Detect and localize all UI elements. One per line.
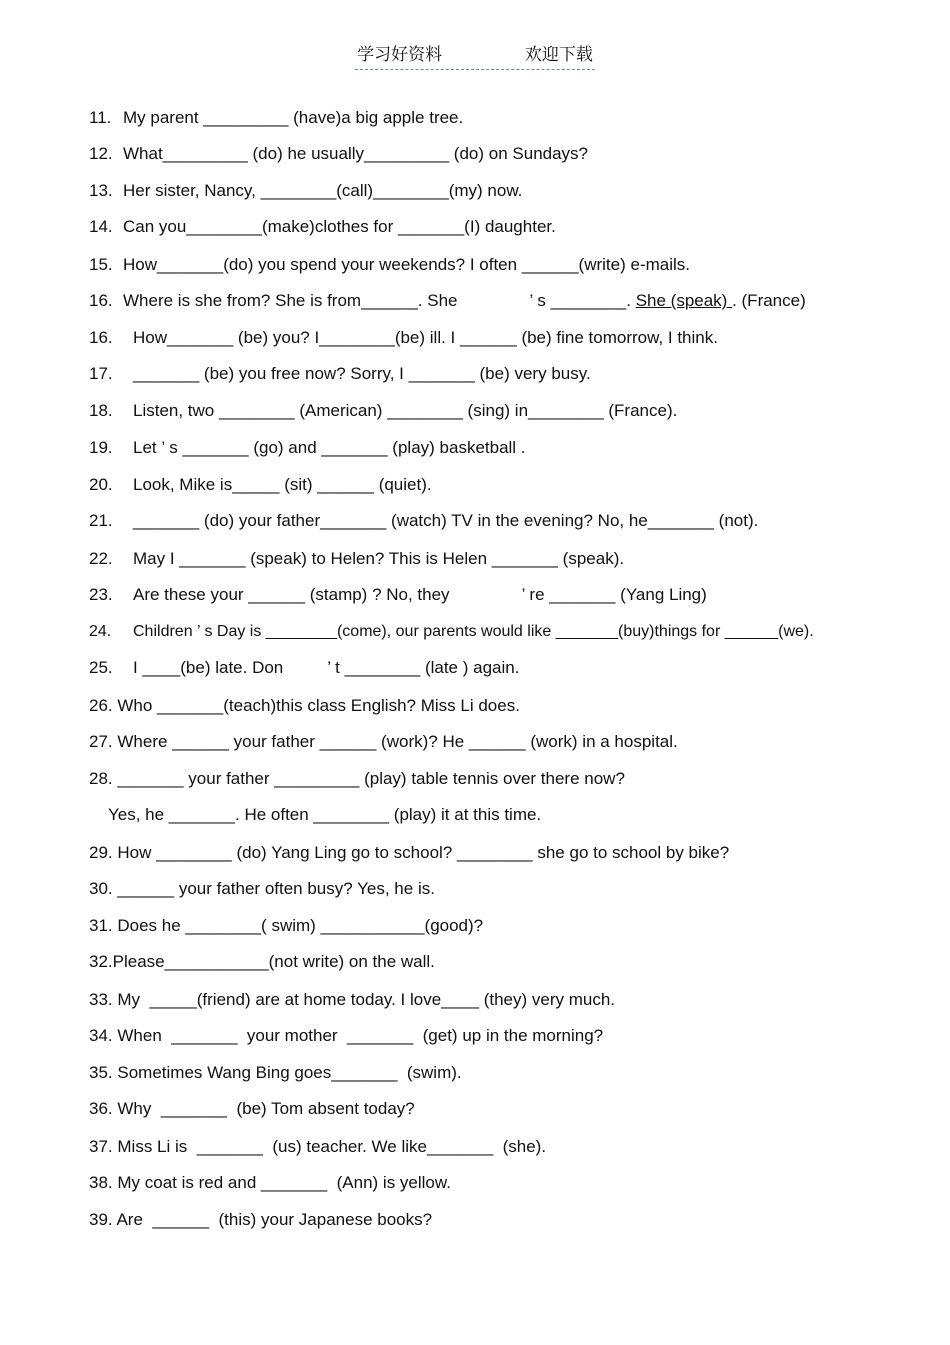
- item-number: 36.: [89, 1099, 113, 1118]
- item-text: Let ’ s _______ (go) and _______ (play) basketball .: [133, 438, 526, 457]
- item-number: 39.: [89, 1210, 113, 1229]
- item-number: 24.: [89, 623, 112, 640]
- item-text: Please___________(not write) on the wall.: [112, 952, 435, 971]
- exercise-line: [89, 108, 463, 128]
- item-text: Are ______ (this) your Japanese books?: [116, 1210, 433, 1229]
- exercise-line: [89, 696, 520, 716]
- item-text-cont: ’ s ________.: [529, 291, 631, 310]
- item-text: Where ______ your father ______ (work)? He ______ (work) in a hospital.: [117, 732, 678, 751]
- exercise-line: [89, 769, 625, 789]
- exercise-line: [89, 181, 522, 201]
- exercise-line: [89, 438, 526, 458]
- item-number: 23.: [89, 585, 113, 604]
- item-text-underlined: She (speak): [635, 291, 733, 310]
- item-text-end: . (France): [732, 291, 806, 310]
- exercise-line: [89, 475, 432, 495]
- exercise-line: [89, 1063, 462, 1083]
- exercise-line: [89, 879, 435, 899]
- exercise-line: [89, 255, 690, 275]
- header-right-text: 欢迎下载: [524, 45, 593, 65]
- exercise-line: [89, 1210, 432, 1230]
- item-number: 12.: [89, 144, 113, 163]
- exercise-line: [89, 401, 677, 421]
- exercise-line: [89, 511, 758, 531]
- item-number: 16.: [89, 328, 113, 347]
- item-text: Why _______ (be) Tom absent today?: [117, 1099, 415, 1118]
- item-text: _______ your father _________ (play) table tennis over there now?: [117, 769, 625, 788]
- item-number: 28.: [89, 769, 113, 788]
- exercise-line: [89, 843, 729, 863]
- item-text: Does he ________( swim) ___________(good)?: [117, 916, 484, 935]
- exercise-line: [89, 658, 519, 678]
- item-number: 37.: [89, 1137, 113, 1156]
- item-number: 21.: [89, 511, 113, 530]
- exercise-line: [89, 144, 588, 164]
- item-number: 27.: [89, 732, 113, 751]
- item-text: Where is she from? She is from______. She: [123, 291, 458, 310]
- exercise-line: [89, 585, 707, 605]
- exercise-line: [89, 1099, 415, 1119]
- exercise-line: [89, 1173, 451, 1193]
- exercise-line: [89, 732, 678, 752]
- exercise-line: [108, 805, 541, 825]
- item-text: What_________ (do) he usually_________ (do) on Sundays?: [123, 144, 589, 163]
- item-number: 34.: [89, 1026, 113, 1045]
- item-number: 11.: [89, 108, 112, 127]
- item-text: ______ your father often busy? Yes, he is.: [117, 879, 435, 898]
- item-number: 14.: [89, 217, 113, 236]
- item-text: Children ’ s Day is ________(come), our parents would like _______(buy): [133, 623, 655, 640]
- exercise-line: [89, 364, 591, 384]
- item-text-cont: things for ______(we).: [654, 623, 814, 640]
- item-text: My _____(friend) are at home today. I love____ (they) very much.: [117, 990, 616, 1009]
- item-text: Sometimes Wang Bing goes_______ (swim).: [117, 1063, 462, 1082]
- item-text: How ________ (do) Yang Ling go to school? ________ she go to school by bike?: [117, 843, 730, 862]
- item-text: My coat is red and _______ (Ann) is yellow.: [117, 1173, 451, 1192]
- item-number: 15.: [89, 255, 113, 274]
- item-text: _______ (do) your father_______ (watch) TV in the evening? No, he_______ (not).: [133, 511, 759, 530]
- item-text: Listen, two ________ (American) ________ (sing) in________ (France).: [133, 401, 678, 420]
- exercise-line: [89, 952, 435, 972]
- item-number: 38.: [89, 1173, 113, 1192]
- item-text-cont: ’ re _______ (Yang Ling): [521, 585, 707, 604]
- item-text: My parent _________ (have)a big apple tree.: [123, 108, 464, 127]
- exercise-line: [89, 990, 615, 1010]
- page-header: [0, 40, 950, 70]
- exercise-line: [89, 1026, 603, 1046]
- item-number: 30.: [89, 879, 113, 898]
- item-text: Look, Mike is_____ (sit) ______ (quiet).: [133, 475, 432, 494]
- item-number: 31.: [89, 916, 113, 935]
- item-text: May I _______ (speak) to Helen? This is Helen _______ (speak).: [133, 549, 625, 568]
- item-text: When _______ your mother _______ (get) up in the morning?: [117, 1026, 604, 1045]
- item-number: 33.: [89, 990, 113, 1009]
- item-number: 20.: [89, 475, 113, 494]
- exercise-line: [89, 217, 556, 237]
- exercise-line: [89, 291, 806, 311]
- item-text: Her sister, Nancy, ________(call)________(my) now.: [123, 181, 523, 200]
- item-text: Miss Li is _______ (us) teacher. We like_______ (she).: [117, 1137, 547, 1156]
- item-number: 19.: [89, 438, 113, 457]
- exercise-line: [89, 328, 718, 348]
- item-number: 18.: [89, 401, 113, 420]
- item-text: How_______(do) you spend your weekends? I often ______(write) e-mails.: [123, 255, 690, 274]
- exercise-line: [89, 916, 483, 936]
- item-number: 35.: [89, 1063, 113, 1082]
- item-number: 17.: [89, 364, 113, 383]
- exercise-line: [89, 622, 814, 642]
- item-number: 25.: [89, 658, 113, 677]
- item-number: 32.: [89, 952, 113, 971]
- item-number: 29.: [89, 843, 113, 862]
- item-text: _______ (be) you free now? Sorry, I _______ (be) very busy.: [133, 364, 591, 383]
- header-left-text: 学习好资料: [357, 45, 443, 65]
- item-text: Yes, he _______. He often ________ (play) it at this time.: [108, 805, 542, 824]
- item-number: 13.: [89, 181, 113, 200]
- item-number: 16.: [89, 291, 113, 310]
- item-text-cont: ’ t ________ (late ) again.: [327, 658, 520, 677]
- item-text: Who _______(teach)this class English? Miss Li does.: [117, 696, 520, 715]
- exercise-line: [89, 549, 624, 569]
- item-number: 26.: [89, 696, 113, 715]
- header-banner: [355, 40, 595, 70]
- item-text: Are these your ______ (stamp) ? No, they: [133, 585, 450, 604]
- item-text: How_______ (be) you? I________(be) ill. I ______ (be) fine tomorrow, I think.: [133, 328, 718, 347]
- item-text: Can you________(make)clothes for _______(I) daughter.: [123, 217, 556, 236]
- exercise-line: [89, 1137, 546, 1157]
- item-text: I ____(be) late. Don: [133, 658, 284, 677]
- item-number: 22.: [89, 549, 113, 568]
